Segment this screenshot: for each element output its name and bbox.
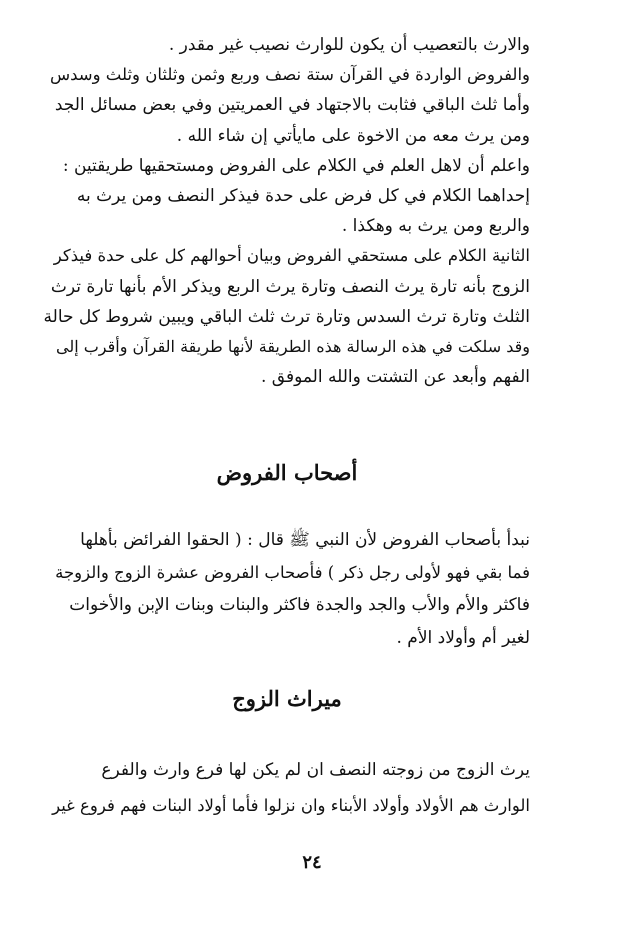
text-line: الوارث هم الأولاد وأولاد الأبناء وان نزلوا فأما أولاد البنات فهم فروع غير (52, 796, 530, 815)
text-line: والارث بالتعصيب أن يكون للوارث نصيب غير مقدر . (168, 35, 530, 55)
text-line: والفروض الواردة في القرآن ستة نصف وربع وثمن وثلثان وثلث وسدس (49, 65, 530, 85)
text-line: الثانية الكلام على مستحقي الفروض وبيان أحوالهم كل على حدة فيذكر (53, 246, 530, 266)
text-line: والربع ومن يرث به وهكذا . (341, 216, 530, 237)
section-heading-ashab-al-furud: أصحاب الفروض (216, 460, 358, 485)
ashab-al-furud-paragraph (44, 524, 530, 654)
text-line: فما بقي فهو لأولى رجل ذكر ) فأصحاب الفروض عشرة الزوج والزوجة (55, 562, 530, 582)
text-line: ومن يرث معه من الاخوة على مايأتي إن شاء الله . (176, 125, 530, 146)
intro-paragraphs (44, 30, 530, 392)
text-line: يرث الزوج من زوجته النصف ان لم يكن لها فرع وارث والفرع (101, 760, 530, 780)
text-line: وأما ثلث الباقي فثابت بالاجتهاد في العمريتين وفي بعض مسائل الجد (54, 95, 530, 116)
text-line: لغير أم وأولاد الأم . (396, 627, 530, 648)
section-heading-mirath-al-zawj: ميراث الزوج (232, 686, 342, 711)
text-line: نبدأ بأصحاب الفروض لأن النبي ﷺ قال : ( الحقوا الفرائض بأهلها (80, 530, 530, 550)
text-line: واعلم أن لاهل العلم في الكلام على الفروض ومستحقيها طريقتين : (62, 155, 530, 176)
text-line: وقد سلكت في هذه الرسالة هذه الطريقة لأنها طريقة القرآن وأقرب إلى (56, 337, 530, 357)
mirath-al-zawj-paragraph (44, 752, 530, 824)
text-line: إحداهما الكلام في كل فرض على حدة فيذكر النصف ومن يرث به (76, 186, 530, 207)
text-line: فاكثر والأم والأب والجد والجدة فاكثر والبنات وبنات الإبن والأخوات (69, 595, 530, 615)
text-line: الثلث وتارة ترث السدس وتارة ترث ثلث الباقي ويبين شروط كل حالة (44, 306, 530, 327)
text-line: الفهم وأبعد عن التشتت والله الموفق . (260, 367, 530, 388)
text-line: الزوج بأنه تارة يرث النصف وتارة يرث الربع ويذكر الأم بأنها تارة ترث (50, 276, 530, 297)
page-number: ٢٤ (302, 852, 322, 873)
